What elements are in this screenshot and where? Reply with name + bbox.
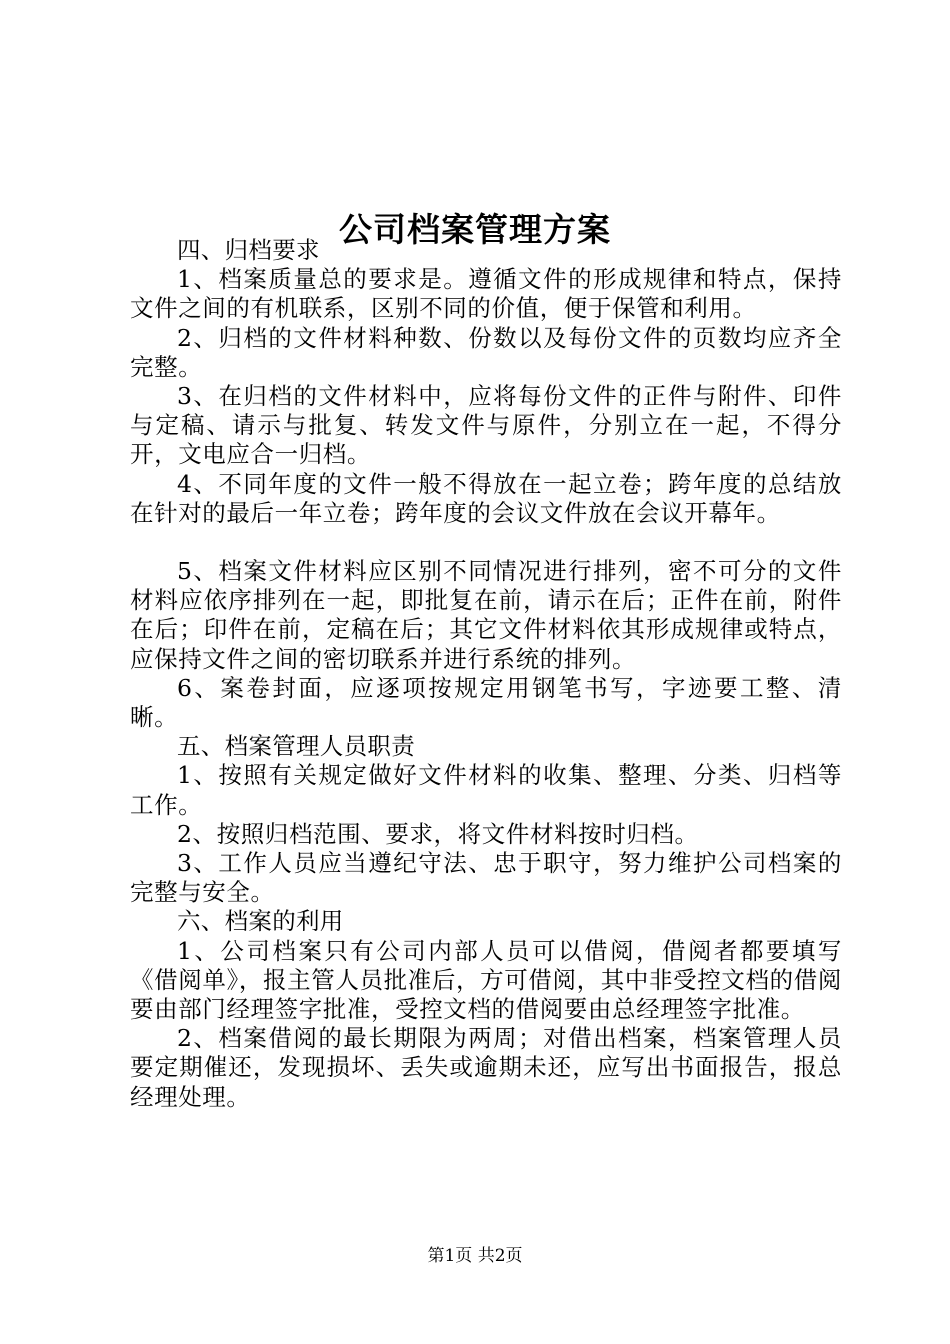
paragraph: 5、档案文件材料应区别不同情况进行排列，密不可分的文件材料应依序排列在一起，即批复在前，请示在后；正件在前，附件在后；印件在前，定稿在后；其它文件材料依其形成规律或特点，应保持文件之间的密切联系并进行系统的排列。	[130, 557, 842, 673]
paragraph: 1、档案质量总的要求是。遵循文件的形成规律和特点，保持文件之间的有机联系，区别不同的价值，便于保管和利用。	[130, 265, 842, 323]
paragraph: 3、工作人员应当遵纪守法、忠于职守，努力维护公司档案的完整与安全。	[130, 849, 842, 907]
section-heading-staff-duties: 五、档案管理人员职责	[177, 732, 415, 761]
page-title: 公司档案管理方案	[339, 210, 611, 250]
paragraph: 6、案卷封面，应逐项按规定用钢笔书写，字迹要工整、清晰。	[130, 673, 842, 732]
paragraph: 2、档案借阅的最长期限为两周；对借出档案，档案管理人员要定期催还，发现损坏、丢失或逾期未还，应写出书面报告，报总经理处理。	[130, 1024, 842, 1111]
paragraph: 2、按照归档范围、要求，将文件材料按时归档。	[177, 819, 699, 848]
paragraph: 1、按照有关规定做好文件材料的收集、整理、分类、归档等工作。	[130, 761, 842, 819]
paragraph: 1、公司档案只有公司内部人员可以借阅，借阅者都要填写《借阅单》，报主管人员批准后，方可借阅，其中非受控文档的借阅要由部门经理签字批准，受控文档的借阅要由总经理签字批准。	[130, 936, 842, 1024]
section-heading-archive-use: 六、档案的利用	[177, 907, 344, 936]
document-body	[130, 236, 842, 1112]
paragraph: 4、不同年度的文件一般不得放在一起立卷；跨年度的总结放在针对的最后一年立卷；跨年度的会议文件放在会议开幕年。	[130, 469, 842, 527]
paragraph: 2、归档的文件材料种数、份数以及每份文件的页数均应齐全完整。	[130, 323, 842, 381]
page-footer: 第1页 共2页	[427, 1246, 523, 1266]
section-heading-filing-requirements: 四、归档要求	[177, 236, 320, 264]
paragraph: 3、在归档的文件材料中，应将每份文件的正件与附件、印件与定稿、请示与批复、转发文件与原件，分别立在一起，不得分开，文电应合一归档。	[130, 382, 842, 469]
